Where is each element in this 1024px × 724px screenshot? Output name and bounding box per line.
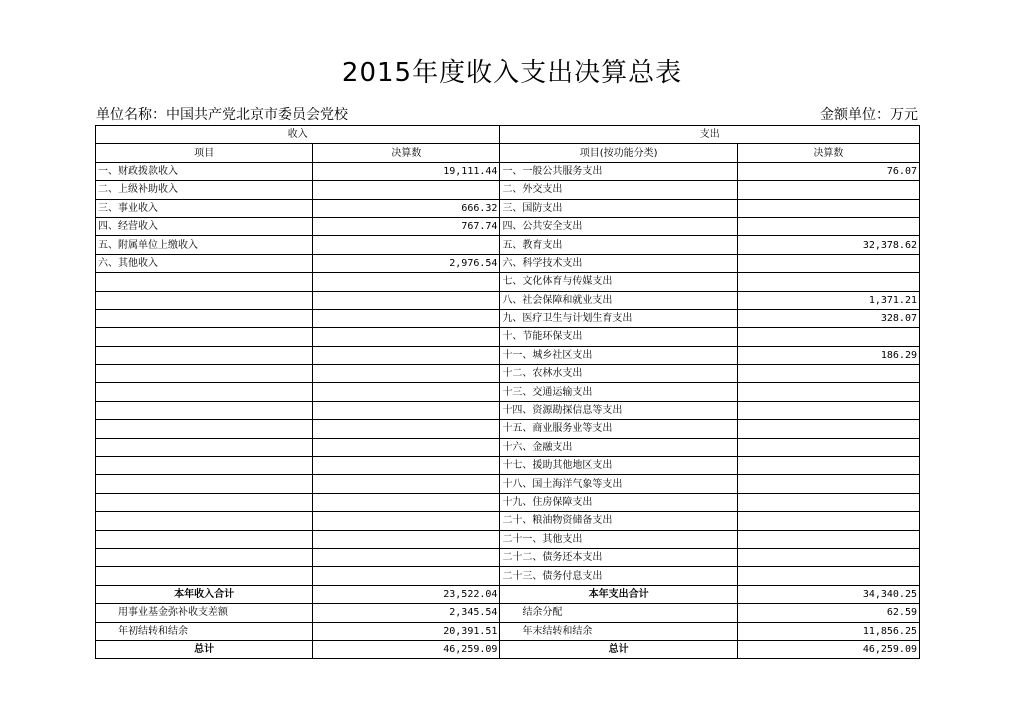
income-item-cell (96, 493, 313, 511)
expense-amount-header: 决算数 (737, 144, 919, 162)
table-row (96, 254, 920, 272)
expense-amount-cell (737, 383, 919, 401)
income-item-cell (96, 548, 313, 566)
unit-name: 单位名称：中国共产党北京市委员会党校 (96, 107, 348, 123)
grand-total-in-label: 总计 (96, 640, 313, 658)
table-row (96, 457, 920, 475)
report-title: 2015年度收入支出决算总表 (341, 58, 683, 88)
expense-item-cell: 二十二、债务还本支出 (500, 548, 737, 566)
expense-item-cell: 二十一、其他支出 (500, 530, 737, 548)
expense-amount-cell: 1,371.21 (737, 291, 919, 309)
table-row (96, 530, 920, 548)
income-item-header: 项目 (96, 144, 313, 162)
expense-item-cell: 十一、城乡社区支出 (500, 346, 737, 364)
income-item-cell (96, 346, 313, 364)
table-row (96, 383, 920, 401)
income-item-cell (96, 438, 313, 456)
section-header-row (96, 126, 920, 144)
grand-total-out-value: 46,259.09 (737, 640, 919, 658)
table-row (96, 567, 920, 585)
expense-total-value: 34,340.25 (737, 585, 919, 603)
expense-item-cell: 十四、资源勘探信息等支出 (500, 401, 737, 419)
surplus-dist-value: 62.59 (737, 604, 919, 622)
table-row (96, 548, 920, 566)
table-row (96, 236, 920, 254)
expense-amount-cell (737, 365, 919, 383)
summary-row (96, 585, 920, 603)
end-balance-label: 年末结转和结余 (500, 622, 737, 640)
table-row (96, 475, 920, 493)
begin-balance-label: 年初结转和结余 (96, 622, 313, 640)
table-row (96, 512, 920, 530)
income-item-cell: 四、经营收入 (96, 217, 313, 235)
expense-amount-cell (737, 273, 919, 291)
fund-label: 用事业基金弥补收支差额 (96, 604, 313, 622)
summary-row (96, 622, 920, 640)
income-item-cell: 六、其他收入 (96, 254, 313, 272)
income-amount-cell: 666.32 (313, 199, 500, 217)
income-amount-cell (313, 475, 500, 493)
expense-amount-cell (737, 438, 919, 456)
expense-item-cell: 十五、商业服务业等支出 (500, 420, 737, 438)
income-amount-cell (313, 273, 500, 291)
table-row (96, 291, 920, 309)
expense-item-cell: 十九、住房保障支出 (500, 493, 737, 511)
expense-amount-cell (737, 475, 919, 493)
expense-amount-cell (737, 457, 919, 475)
income-item-cell (96, 567, 313, 585)
expense-item-cell: 九、医疗卫生与计划生育支出 (500, 309, 737, 327)
table-row (96, 199, 920, 217)
income-amount-cell: 19,111.44 (313, 162, 500, 180)
begin-balance-value: 20,391.51 (313, 622, 500, 640)
income-item-cell (96, 383, 313, 401)
expense-amount-cell (737, 530, 919, 548)
fund-value: 2,345.54 (313, 604, 500, 622)
income-item-cell (96, 420, 313, 438)
income-item-cell (96, 401, 313, 419)
grand-total-out-label: 总计 (500, 640, 737, 658)
income-header: 收入 (96, 126, 500, 144)
income-amount-cell (313, 181, 500, 199)
income-total-value: 23,522.04 (313, 585, 500, 603)
income-amount-cell (313, 512, 500, 530)
income-item-cell (96, 512, 313, 530)
income-total-label: 本年收入合计 (96, 585, 313, 603)
income-amount-cell (313, 530, 500, 548)
income-amount-cell (313, 420, 500, 438)
table-row (96, 162, 920, 180)
expense-item-cell: 二、外交支出 (500, 181, 737, 199)
expense-amount-cell (737, 217, 919, 235)
income-item-cell (96, 273, 313, 291)
expense-amount-cell (737, 328, 919, 346)
income-item-cell (96, 475, 313, 493)
income-amount-cell (313, 567, 500, 585)
income-amount-cell: 767.74 (313, 217, 500, 235)
income-amount-cell (313, 328, 500, 346)
expense-item-cell: 一、一般公共服务支出 (500, 162, 737, 180)
income-item-cell: 五、附属单位上缴收入 (96, 236, 313, 254)
summary-row (96, 604, 920, 622)
expense-item-cell: 十八、国土海洋气象等支出 (500, 475, 737, 493)
table-row (96, 346, 920, 364)
expense-total-label: 本年支出合计 (500, 585, 737, 603)
expense-amount-cell (737, 548, 919, 566)
expense-item-cell: 十六、金融支出 (500, 438, 737, 456)
expense-item-cell: 十七、援助其他地区支出 (500, 457, 737, 475)
table-row (96, 181, 920, 199)
table-row (96, 401, 920, 419)
expense-item-cell: 五、教育支出 (500, 236, 737, 254)
summary-row (96, 640, 920, 658)
expense-amount-cell (737, 493, 919, 511)
income-item-cell (96, 309, 313, 327)
income-item-cell: 二、上级补助收入 (96, 181, 313, 199)
income-amount-cell (313, 291, 500, 309)
table-row (96, 309, 920, 327)
expense-item-cell: 十、节能环保支出 (500, 328, 737, 346)
table-row (96, 365, 920, 383)
income-item-cell (96, 291, 313, 309)
end-balance-value: 11,856.25 (737, 622, 919, 640)
expense-item-cell: 四、公共安全支出 (500, 217, 737, 235)
income-amount-cell (313, 457, 500, 475)
expense-item-cell: 六、科学技术支出 (500, 254, 737, 272)
table-row (96, 273, 920, 291)
income-item-cell: 三、事业收入 (96, 199, 313, 217)
expense-header: 支出 (500, 126, 920, 144)
expense-amount-cell (737, 401, 919, 419)
expense-amount-cell: 76.07 (737, 162, 919, 180)
expense-item-cell: 二十三、债务付息支出 (500, 567, 737, 585)
budget-table (95, 125, 920, 659)
grand-total-in-value: 46,259.09 (313, 640, 500, 658)
income-item-cell (96, 328, 313, 346)
income-amount-cell (313, 548, 500, 566)
table-row (96, 493, 920, 511)
expense-amount-cell (737, 420, 919, 438)
table-row (96, 420, 920, 438)
expense-item-cell: 十三、交通运输支出 (500, 383, 737, 401)
income-item-cell (96, 530, 313, 548)
table-row (96, 328, 920, 346)
expense-item-cell: 七、文化体育与传媒支出 (500, 273, 737, 291)
column-header-row (96, 144, 920, 162)
income-amount-cell (313, 438, 500, 456)
income-amount-cell: 2,976.54 (313, 254, 500, 272)
expense-amount-cell (737, 199, 919, 217)
income-amount-cell (313, 236, 500, 254)
income-item-cell (96, 365, 313, 383)
income-amount-cell (313, 383, 500, 401)
table-row (96, 217, 920, 235)
expense-amount-cell (737, 181, 919, 199)
expense-item-cell: 二十、粮油物资储备支出 (500, 512, 737, 530)
expense-amount-cell (737, 512, 919, 530)
income-amount-header: 决算数 (313, 144, 500, 162)
surplus-dist-label: 结余分配 (500, 604, 737, 622)
income-amount-cell (313, 493, 500, 511)
expense-amount-cell: 32,378.62 (737, 236, 919, 254)
expense-amount-cell: 328.07 (737, 309, 919, 327)
income-amount-cell (313, 309, 500, 327)
expense-amount-cell (737, 254, 919, 272)
expense-item-header: 项目(按功能分类) (500, 144, 737, 162)
expense-item-cell: 十二、农林水支出 (500, 365, 737, 383)
expense-amount-cell: 186.29 (737, 346, 919, 364)
income-amount-cell (313, 401, 500, 419)
expense-item-cell: 三、国防支出 (500, 199, 737, 217)
table-row (96, 438, 920, 456)
income-amount-cell (313, 365, 500, 383)
income-item-cell: 一、财政拨款收入 (96, 162, 313, 180)
income-amount-cell (313, 346, 500, 364)
amount-unit: 金额单位：万元 (820, 107, 918, 123)
expense-item-cell: 八、社会保障和就业支出 (500, 291, 737, 309)
income-item-cell (96, 457, 313, 475)
expense-amount-cell (737, 567, 919, 585)
